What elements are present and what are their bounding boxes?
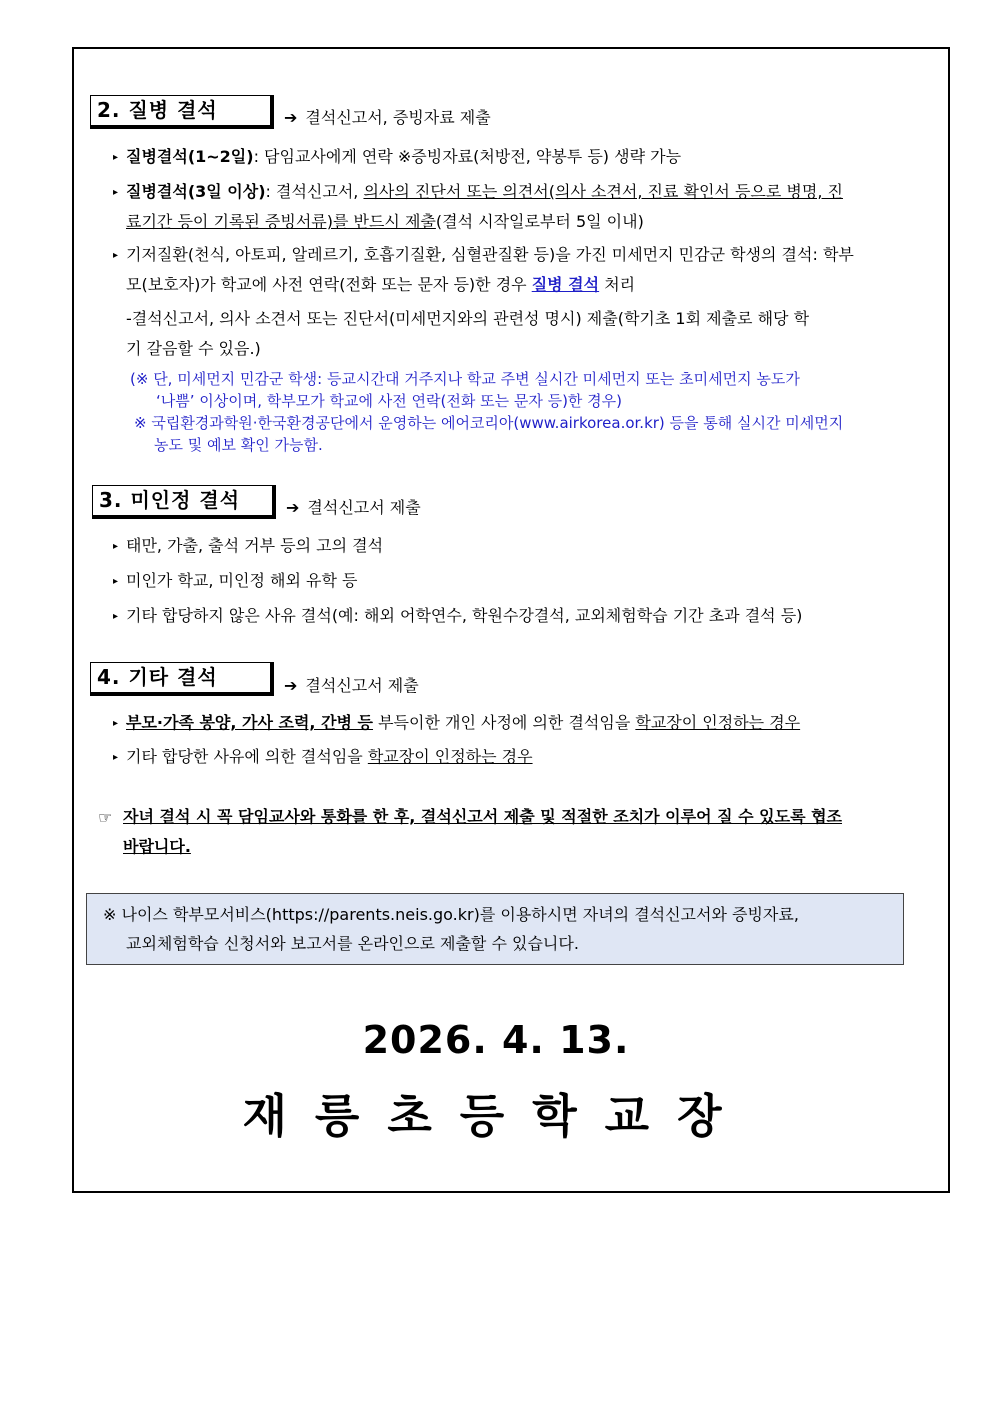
sec4-item-2 [126, 746, 533, 768]
sec2-item-2-deadline: (결석 시작일로부터 5일 이내) [435, 212, 644, 231]
section-4-title: 4. 기타 결석 [90, 662, 274, 696]
arrow-icon: ➔ [284, 676, 298, 695]
notice-line-2: 교외체험학습 신청서와 보고서를 온라인으로 제출할 수 있습니다. [126, 934, 579, 953]
document-signer: 재릉초등학교장 [242, 1089, 750, 1143]
sec4-item-1-underline: 학교장이 인정하는 경우 [635, 713, 801, 732]
section-3-note [286, 497, 421, 519]
request-line-1: 자녀 결석 시 꼭 담임교사와 통화를 한 후, 결석신고서 제출 및 적절한 조치가 이루어 질 수 있도록 협조 [123, 807, 843, 826]
sec4-item-1-bold: 부모·가족 봉양, 가사 조력, 간병 등 [126, 713, 374, 732]
sec2-item-2-bold: 질병결석(3일 이상) [126, 182, 266, 201]
sec4-item-1-text: 부득이한 개인 사정에 의한 결석임을 [373, 713, 636, 732]
sec2-note-1-line-1: (※ 단, 미세먼지 민감군 학생: 등교시간대 거주지나 학교 주변 실시간 미세먼지 또는 초미세먼지 농도가 [130, 370, 800, 388]
sec2-item-2 [126, 177, 944, 237]
sec2-item-2-underline-2: 료기간 등이 기록된 증빙서류)를 반드시 제출 [126, 212, 436, 231]
request-text [123, 802, 944, 862]
section-3-title: 3. 미인정 결석 [92, 485, 276, 519]
sec2-item-2-text: : 결석신고서, [265, 182, 364, 201]
sec3-item-1: 태만, 가출, 출석 거부 등의 고의 결석 [126, 536, 384, 555]
sec2-note-1 [130, 368, 944, 412]
sec2-item-1-text: : 담임교사에게 연락 ※증빙자료(처방전, 약봉투 등) 생략 가능 [253, 147, 682, 166]
section-2-note [284, 107, 491, 129]
sec4-item-1 [126, 712, 800, 734]
sec2-item-3-sub [126, 304, 944, 364]
bullet-icon: ▸ [113, 611, 119, 622]
section-3-note-text: 결석신고서 제출 [307, 498, 421, 517]
sec2-item-3-text-3: 처리 [599, 275, 636, 294]
sec2-item-3-text: 기저질환(천식, 아토피, 알레르기, 호흡기질환, 심혈관질환 등)을 가진 미세먼지 민감군 학생의 결석: 학부 [126, 245, 854, 264]
sec2-item-3-text-2: 모(보호자)가 학교에 사전 연락(전화 또는 문자 등)한 경우 [126, 275, 532, 294]
bullet-icon: ▸ [113, 576, 119, 587]
sec3-item-2: 미인가 학교, 미인정 해외 유학 등 [126, 571, 358, 590]
bullet-icon: ▸ [113, 541, 119, 552]
sec2-note-2-line-1: ※ 국립환경과학원·한국환경공단에서 운영하는 에어코리아(www.airkorea.or.kr) 등을 통해 실시간 미세먼지 [134, 414, 844, 432]
pointing-hand-icon: ☞ [98, 808, 113, 827]
section-2-note-text: 결석신고서, 증빙자료 제출 [305, 108, 491, 127]
sec4-item-2-text: 기타 합당한 사유에 의한 결석임을 [126, 747, 368, 766]
section-4-note-text: 결석신고서 제출 [305, 676, 419, 695]
sec2-note-2 [134, 412, 944, 456]
sec2-note-1-line-2: ‘나쁨’ 이상이며, 학부모가 학교에 사전 연락(전화 또는 문자 등)한 경우) [156, 392, 623, 410]
arrow-icon: ➔ [284, 108, 298, 127]
notice-line-1: ※ 나이스 학부모서비스(https://parents.neis.go.kr)를 이용하시면 자녀의 결석신고서와 증빙자료, [103, 905, 799, 924]
request-line-2: 바랍니다. [123, 837, 191, 856]
sec2-item-2-underline: 의사의 진단서 또는 의견서(의사 소견서, 진료 확인서 등으로 병명, 진 [363, 182, 843, 201]
section-2-title: 2. 질병 결석 [90, 95, 274, 129]
sec2-item-1-bold: 질병결석(1~2일) [126, 147, 254, 166]
sec3-item-3: 기타 합당하지 않은 사유 결석(예: 해외 어학연수, 학원수강결석, 교외체험학습 기간 초과 결석 등) [126, 606, 803, 625]
bullet-icon: ▸ [113, 152, 119, 163]
notice-box [86, 893, 904, 965]
bullet-icon: ▸ [113, 187, 119, 198]
sec2-item-3-highlight: 질병 결석 [531, 275, 600, 294]
document-date: 2026. 4. 13. [362, 1018, 630, 1062]
sec2-item-3-sub-line-2: 기 갈음할 수 있음.) [126, 339, 261, 358]
bullet-icon: ▸ [113, 718, 119, 729]
arrow-icon: ➔ [286, 498, 300, 517]
sec2-item-3-sub-line-1: -결석신고서, 의사 소견서 또는 진단서(미세먼지와의 관련성 명시) 제출(학기초 1회 제출로 해당 학 [126, 309, 810, 328]
section-4-note [284, 675, 419, 697]
bullet-icon: ▸ [113, 752, 119, 763]
sec2-item-1 [126, 146, 681, 168]
sec2-note-2-line-2: 농도 및 예보 확인 가능함. [154, 436, 323, 454]
bullet-icon: ▸ [113, 250, 119, 261]
sec4-item-2-underline: 학교장이 인정하는 경우 [367, 747, 533, 766]
sec2-item-3 [126, 240, 944, 300]
